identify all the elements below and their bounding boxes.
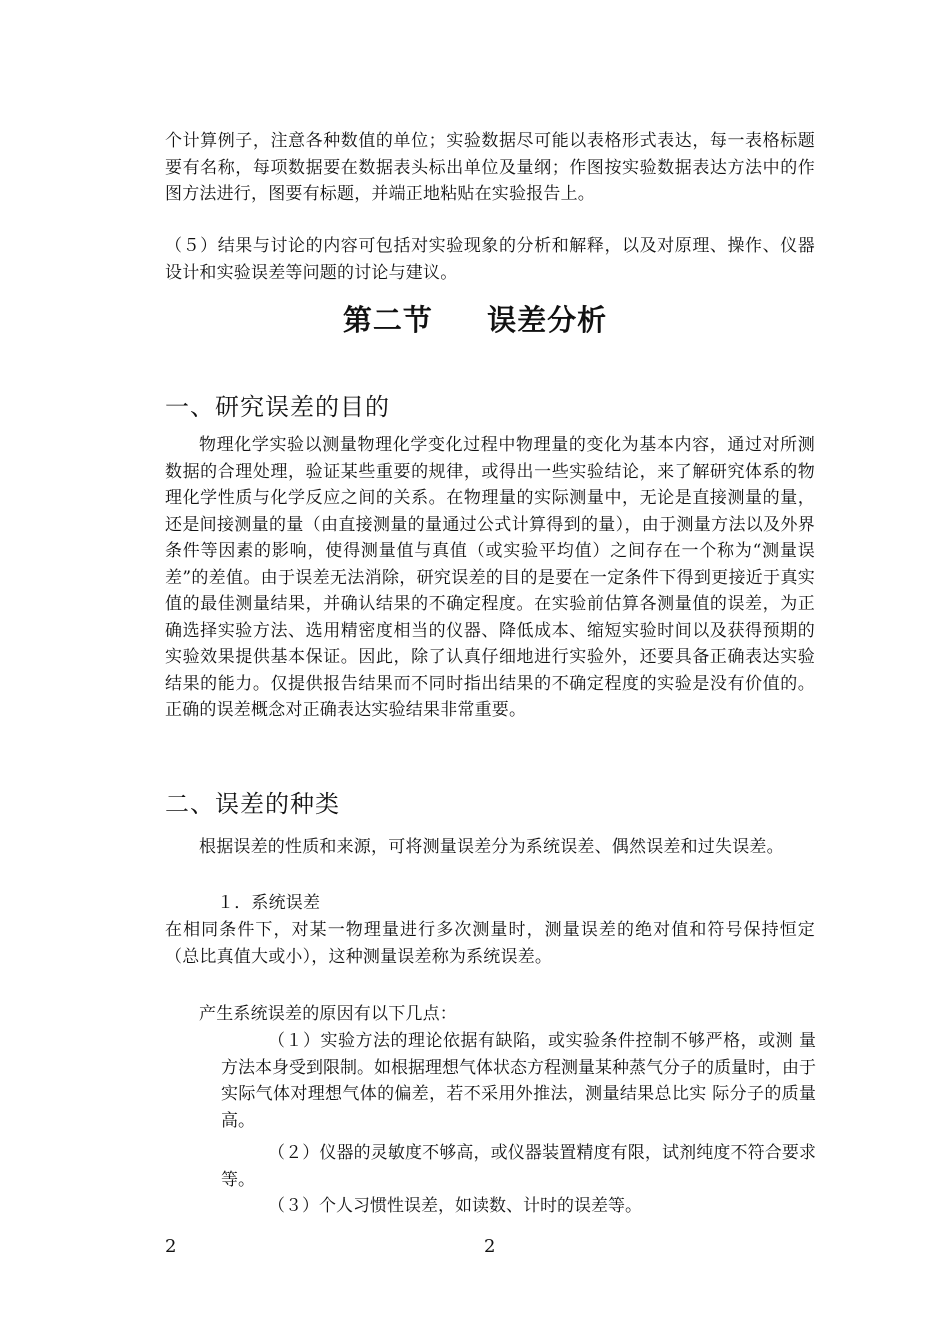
cause-item-3: （３）个人习惯性误差，如读数、计时的误差等。 — [268, 1196, 642, 1216]
subheading-systematic: １．系统误差 — [217, 893, 321, 913]
section-number: 第二节 — [342, 303, 433, 337]
paragraph-purpose: 物理化学实验以测量物理化学变化过程中物理量的变化为基本内容，通过对所测数据的合理处理，验证某些重要的规律，或得出一些实验结论，来了解研究体系的物理化学性质与化学反应之间的关系。在物理量的实际测量中，无论是直接测量的量，还是间接测量的量（由直接测量的量通过公式计算得到的量），由于测量方法以及外界条件等因素的影响，使得测量值与真值（或实验平均值）之间存在一个称为“测量误差”的差值。由于误差无法消除，研究误差的目的是要在一定条件下得到更接近于真实值的最佳测量结果，并确认结果的不确定程度。在实验前估算各测量值的误差，为正确选择实验方法、选用精密度相当的仪器、降低成本、缩短实验时间以及获得预期的实验效果提供基本保证。因此，除了认真仔细地进行实验外，还要具备正确表达实验结果的能力。仅提供报告结果而不同时指出结果的不确定程度的实验是没有价值的。正确的误差概念对正确表达实验结果非常重要。 — [165, 435, 815, 720]
section-name: 误差分析 — [487, 303, 608, 337]
heading-purpose: 一、研究误差的目的 — [165, 393, 390, 421]
heading-types: 二、误差的种类 — [165, 790, 340, 818]
paragraph-continued: 个计算例子，注意各种数值的单位；实验数据尽可能以表格形式表达，每一表格标题要有名称，每项数据要在数据表头标出单位及量纲；作图按实验数据表达方法中的作图方法进行，图要有标题，并端正地粘贴在实验报告上。 — [165, 131, 815, 204]
cause-item-1: （１）实验方法的理论依据有缺陷，或实验条件控制不够严格，或测 量方法本身受到限制。如根据理想气体状态方程测量某种蒸气分子的质量时，由于实际气体对理想气体的偏差，若不采用外推法，测量结果总比实 际分子的质量高。 — [221, 1031, 816, 1131]
paragraph-systematic-def: 在相同条件下，对某一物理量进行多次测量时，测量误差的绝对值和符号保持恒定（总比真值大或小），这种测量误差称为系统误差。 — [165, 920, 815, 967]
paragraph-causes-intro: 产生系统误差的原因有以下几点： — [199, 1004, 457, 1024]
cause-item-2: （２）仪器的灵敏度不够高，或仪器装置精度有限，试剂纯度不符合要求等。 — [221, 1143, 816, 1190]
paragraph-types: 根据误差的性质和来源，可将测量误差分为系统误差、偶然误差和过失误差。 — [199, 837, 784, 857]
page-number-left: 2 — [165, 1236, 177, 1257]
section-title — [0, 298, 950, 339]
item-5-paragraph: （５）结果与讨论的内容可包括对实验现象的分析和解释，以及对原理、操作、仪器设计和实验误差等问题的讨论与建议。 — [165, 236, 815, 283]
page-number-center: 2 — [484, 1236, 496, 1257]
